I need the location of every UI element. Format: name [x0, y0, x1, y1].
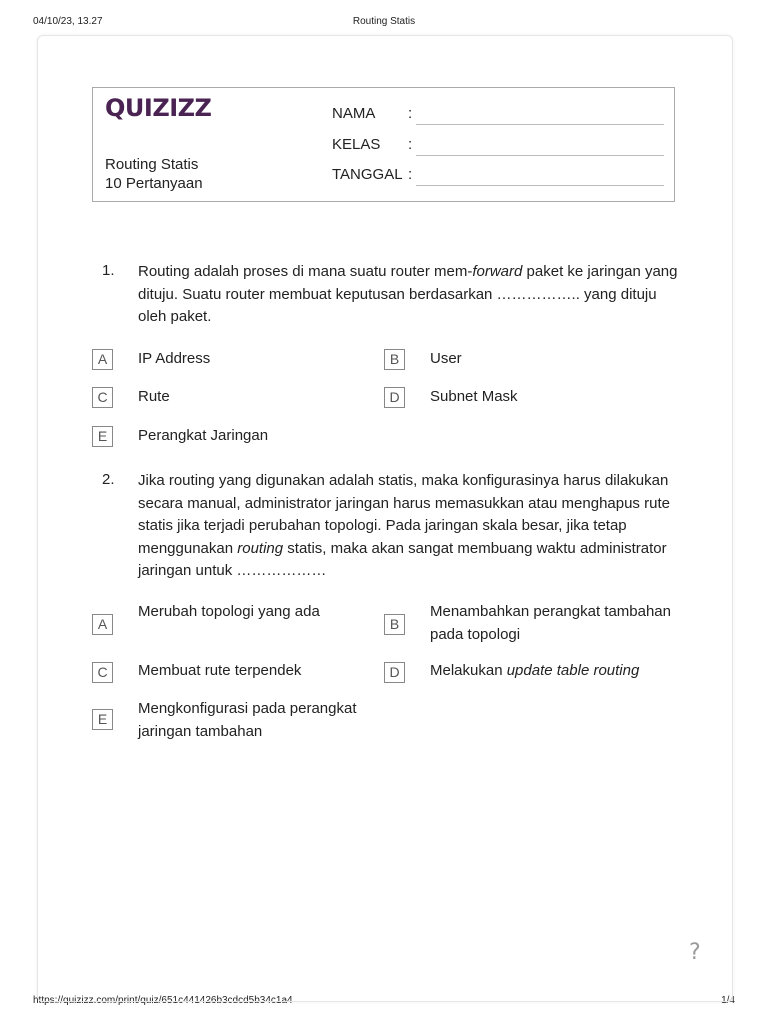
class-field-line[interactable]: [416, 155, 664, 156]
option-b-box[interactable]: B: [384, 349, 405, 370]
quiz-title: Routing Statis: [105, 156, 199, 173]
option-d-box[interactable]: D: [384, 387, 405, 408]
worksheet-header: [92, 87, 675, 202]
question-text-part: statis, maka akan sangat membuang waktu administrator jaringan untuk ………………: [138, 539, 667, 579]
question-text-part: paket ke jaringan yang dituju. Suatu router membuat keputusan berdasarkan …………….. yang dituju oleh paket.: [138, 263, 678, 325]
field-label-tanggal: TANGGAL: [332, 166, 403, 183]
option-a-text: IP Address: [138, 350, 211, 367]
option-a-text: Merubah topologi yang ada: [138, 603, 320, 620]
quizizz-logo: QUIZIZZ: [105, 94, 212, 122]
help-icon[interactable]: ?: [689, 940, 701, 965]
option-c-text: Rute: [138, 388, 170, 405]
option-c-box[interactable]: C: [92, 662, 113, 683]
option-d-text-italic: update table routing: [506, 662, 640, 679]
print-datetime: 04/10/23, 13.27: [33, 16, 103, 27]
option-a-box[interactable]: A: [92, 349, 113, 370]
page-number: 1/4: [721, 995, 735, 1006]
option-e-box[interactable]: E: [92, 709, 113, 730]
option-d-box[interactable]: D: [384, 662, 405, 683]
print-title: Routing Statis: [352, 16, 416, 27]
question-count: 10 Pertanyaan: [105, 175, 203, 192]
field-colon: :: [408, 136, 413, 153]
field-colon: :: [408, 166, 413, 183]
option-c-box[interactable]: C: [92, 387, 113, 408]
option-e-text: Mengkonfigurasi pada perangkat jaringan tambahan: [138, 700, 357, 740]
question-text-part: Routing adalah proses di mana suatu router mem-: [138, 263, 473, 280]
option-c-text: Membuat rute terpendek: [138, 662, 302, 679]
field-label-nama: NAMA: [332, 105, 376, 122]
option-d-text-part: Melakukan: [430, 662, 507, 679]
field-label-kelas: KELAS: [332, 136, 381, 153]
print-url: https://quizizz.com/print/quiz/651c441426b3cdcd5b34c1a4: [33, 995, 293, 1006]
question-text-italic: routing: [237, 539, 284, 557]
option-d-text: Subnet Mask: [430, 388, 518, 405]
question-number: 2.: [102, 471, 115, 488]
field-colon: :: [408, 105, 413, 122]
option-d-text: [430, 660, 639, 683]
option-e-text: Perangkat Jaringan: [138, 427, 269, 444]
option-b-box[interactable]: B: [384, 614, 405, 635]
question-text-italic: forward: [472, 263, 523, 280]
question-text-part: Jika routing yang digunakan adalah statis, maka konfigurasinya harus dilakukan secara manual, administrator jaringan harus memasukkan atau menghapus rute statis jika terjadi perubahan topologi. Pada jaringan skala besar, jika tetap menggunakan: [138, 472, 670, 557]
date-field-line[interactable]: [416, 185, 664, 186]
option-b-text: User: [430, 350, 462, 367]
option-b-text: Menambahkan perangkat tambahan pada topologi: [430, 603, 671, 643]
question-number: 1.: [102, 262, 115, 279]
name-field-line[interactable]: [416, 124, 664, 125]
option-e-box[interactable]: E: [92, 426, 113, 447]
question-text: [138, 261, 683, 329]
question-text: [138, 470, 683, 583]
option-a-box[interactable]: A: [92, 614, 113, 635]
